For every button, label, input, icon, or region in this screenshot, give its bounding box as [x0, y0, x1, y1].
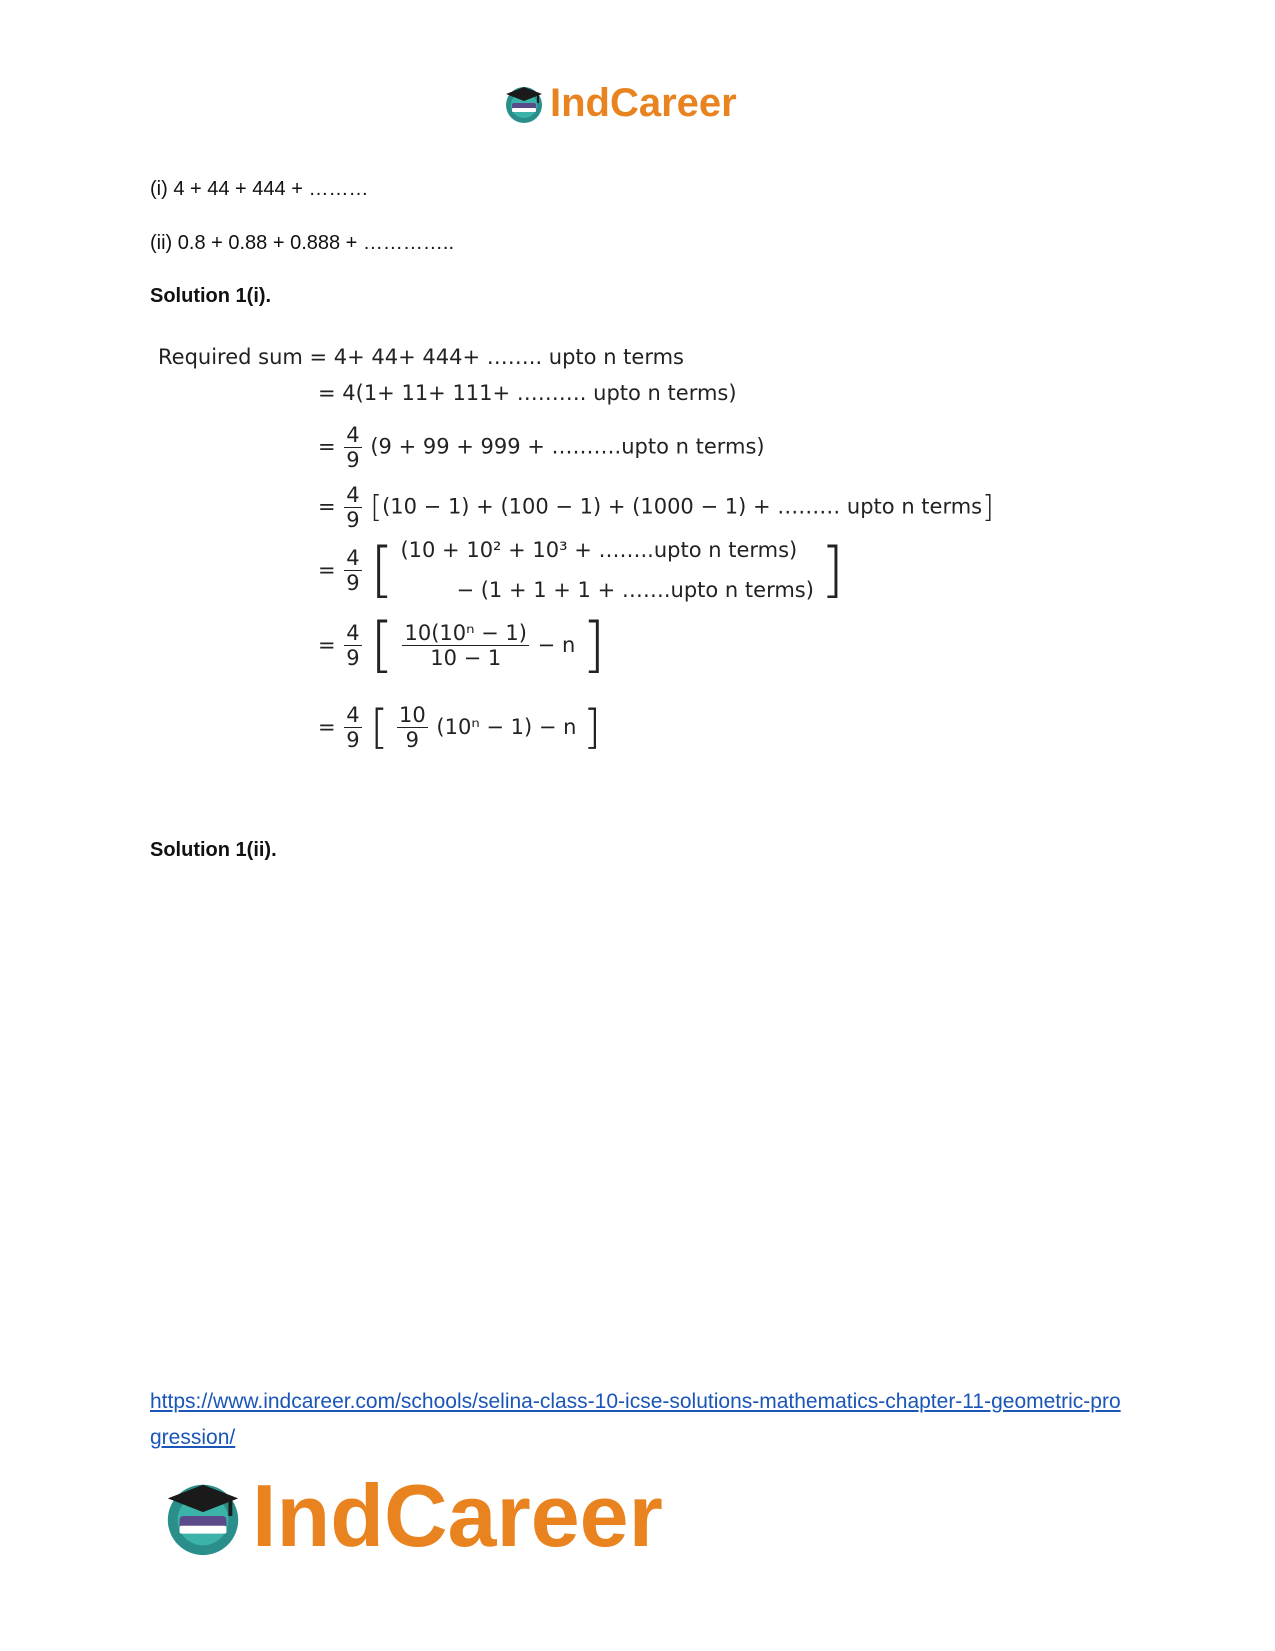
math-line-1: Required sum = 4+ 44+ 444+ …….. upto n terms: [158, 345, 684, 369]
math-line-4: = $\frac{4}{9}$ [(10 − 1) + (100 − 1) + (1000 − 1) + ……… upto n terms]: [318, 483, 994, 532]
math-line-2: = 4(1+ 11+ 111+ ………. upto n terms): [318, 381, 737, 405]
fraction-four-ninths: $\frac{4}{9}$: [346, 423, 360, 472]
math-line-6: = $\frac{4}{9}$ [ $\frac{\text{10(10ⁿ − 1)}}{10 - 1}$ − n ]: [318, 610, 606, 680]
math-line-3-rest: (9 + 99 + 999 + ……….upto n terms): [370, 434, 765, 459]
graduation-book-icon: [502, 81, 546, 125]
math-line-5: = $\frac{4}{9}$ [ (10 + 10² + 10³ + ……..upto n terms) − (1 + 1 + 1 + …….upto n terms) ]: [318, 530, 844, 610]
fraction-four-ninths: $\frac{4}{9}$: [346, 545, 360, 595]
fraction-four-ninths: $\frac{4}{9}$: [346, 483, 360, 532]
fraction-four-ninths: $\frac{4}{9}$: [346, 620, 360, 670]
math-line-3: [318, 423, 765, 472]
header-logo: [502, 78, 737, 128]
footer-url-link[interactable]: https://www.indcareer.com/schools/selina-class-10-icse-solutions-mathematics-chapter-11-geometric-progression/: [150, 1390, 1121, 1449]
footer-logo: [160, 1466, 663, 1565]
logo-wordmark: IndCareer: [550, 80, 737, 125]
math-line-4-rest: (10 − 1) + (100 − 1) + (1000 − 1) + ……… upto n terms: [382, 494, 983, 519]
fraction-four-ninths: $\frac{4}{9}$: [346, 702, 360, 752]
fraction-ten-ninths: $\frac{10}{9}$: [399, 702, 426, 752]
math-line-5-b: − (1 + 1 + 1 + …….upto n terms): [456, 578, 814, 602]
equals-sign: =: [318, 434, 336, 459]
math-line-5-a: (10 + 10² + 10³ + ……..upto n terms): [400, 538, 798, 562]
solution-i-heading: Solution 1(i).: [150, 285, 272, 307]
question-part-i: (i) 4 + 44 + 444 + ………: [150, 178, 369, 200]
fraction-sum-formula: $\frac{\text{10(10ⁿ − 1)}}{10 - 1}$: [404, 620, 527, 670]
graduation-book-icon: [160, 1473, 246, 1559]
solution-ii-heading: Solution 1(ii).: [150, 839, 277, 861]
logo-wordmark: IndCareer: [252, 1466, 663, 1565]
question-part-ii: (ii) 0.8 + 0.88 + 0.888 + …………..: [150, 232, 455, 254]
math-line-7: = $\frac{4}{9}$ [ $\frac{10}{9}$ (10ⁿ − 1) − n ]: [318, 700, 602, 754]
